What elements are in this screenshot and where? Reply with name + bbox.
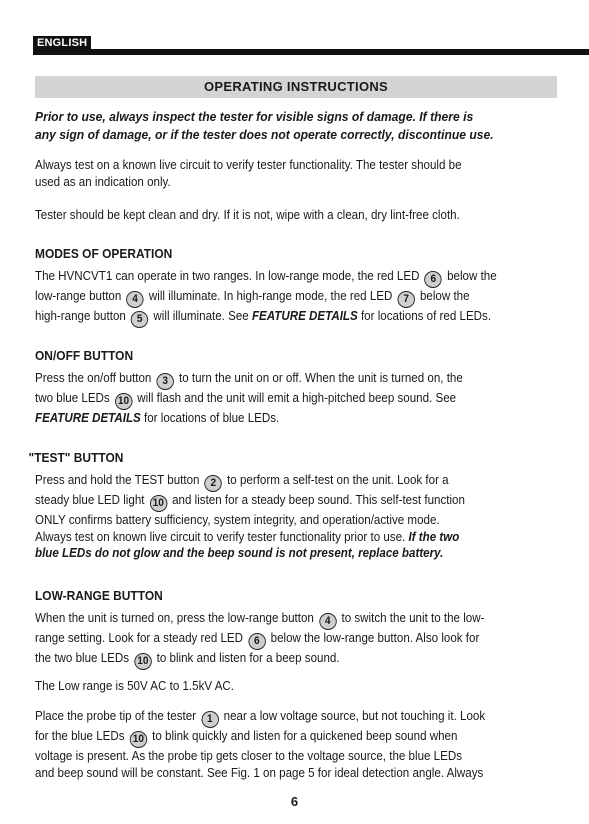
callout-number: 3 xyxy=(156,373,173,390)
text-span: for the blue LEDs xyxy=(35,729,125,743)
text-span: two blue LEDs xyxy=(35,391,110,405)
warning-text: blue LEDs do not glow and the beep sound is not present, replace battery. xyxy=(35,546,444,560)
warning-block xyxy=(35,108,494,143)
text-span: for locations of red LEDs. xyxy=(360,309,492,323)
language-tab: ENGLISH xyxy=(33,36,91,51)
text-line xyxy=(35,529,465,546)
text-line xyxy=(35,728,485,748)
text-span: will flash and the unit will emit a high-pitched beep sound. See xyxy=(137,391,457,405)
cross-reference: FEATURE DETAILS xyxy=(35,411,141,425)
text-span: below the xyxy=(419,289,470,303)
callout-number: 6 xyxy=(248,633,265,650)
text-line xyxy=(35,472,465,492)
text-line: Tester should be kept clean and dry. If it is not, wipe with a clean, dry lint-free cloth. xyxy=(35,208,460,222)
callout-number: 10 xyxy=(134,653,151,670)
callout-number: 10 xyxy=(130,731,147,748)
text-line xyxy=(35,268,497,288)
text-line xyxy=(35,610,484,630)
callout-number: 1 xyxy=(201,711,218,728)
text-span: Press and hold the TEST button xyxy=(35,473,200,487)
callout-number: 2 xyxy=(205,475,222,492)
text-span: The HVNCVT1 can operate in two ranges. In low-range mode, the red LED xyxy=(35,269,420,283)
callout-number: 4 xyxy=(319,613,336,630)
callout-number: 6 xyxy=(425,271,442,288)
text-line: The Low range is 50V AC to 1.5kV AC. xyxy=(35,679,235,693)
text-line xyxy=(35,288,497,308)
text-line xyxy=(35,630,484,650)
onoff-heading: ON/OFF BUTTON xyxy=(35,348,134,363)
text-span: low-range button xyxy=(35,289,122,303)
text-span: range setting. Look for a steady red LED xyxy=(35,631,244,645)
warning-line: any sign of damage, or if the tester does not operate correctly, discontinue use. xyxy=(35,126,494,142)
warning-line: Prior to use, always inspect the tester for visible signs of damage. If there is xyxy=(35,109,474,124)
text-span: Press the on/off button xyxy=(35,371,152,385)
page-number: 6 xyxy=(290,794,299,809)
callout-number: 10 xyxy=(150,495,167,512)
text-span: for locations of blue LEDs. xyxy=(144,411,280,425)
text-span: below the low-range button. Also look for xyxy=(270,631,480,645)
cross-reference: FEATURE DETAILS xyxy=(251,309,358,323)
care-paragraph xyxy=(35,207,460,224)
text-span: Always test on known live circuit to verify tester functionality prior to use. xyxy=(35,529,406,544)
warning-text: If the two xyxy=(408,529,460,544)
text-span: steady blue LED light xyxy=(35,493,145,507)
intro-paragraph xyxy=(35,157,462,190)
text-line xyxy=(35,410,463,427)
text-span: Place the probe tip of the tester xyxy=(35,709,197,723)
text-span: the two blue LEDs xyxy=(35,651,130,665)
text-line xyxy=(35,708,485,728)
modes-paragraph xyxy=(35,268,497,328)
text-line: used as an indication only. xyxy=(35,174,171,189)
text-span: high-range button xyxy=(35,309,126,323)
callout-number: 7 xyxy=(397,291,414,308)
low-range-paragraph xyxy=(35,610,484,670)
text-line: and beep sound will be constant. See Fig. 1 on page 5 for ideal detection angle. Always xyxy=(35,765,484,780)
text-span: will illuminate. See xyxy=(153,309,249,323)
text-line xyxy=(35,492,465,512)
text-line xyxy=(35,308,497,328)
section-banner: OPERATING INSTRUCTIONS xyxy=(35,76,557,98)
text-line: Always test on a known live circuit to verify tester functionality. The tester should be xyxy=(35,158,462,172)
text-span: below the xyxy=(447,269,497,283)
text-line: ONLY confirms battery sufficiency, system integrity, and operation/active mode. xyxy=(35,513,440,527)
text-line: voltage is present. As the probe tip gets closer to the voltage source, the blue LEDs xyxy=(35,749,463,763)
low-range-spec xyxy=(35,678,234,695)
text-span: When the unit is turned on, press the low-range button xyxy=(35,611,314,625)
text-span: near a low voltage source, but not touching it. Look xyxy=(223,709,486,723)
test-heading: "TEST" BUTTON xyxy=(28,450,124,465)
low-range-heading: LOW-RANGE BUTTON xyxy=(35,588,163,603)
header-rule xyxy=(33,49,589,55)
test-paragraph xyxy=(35,472,465,562)
text-span: to blink and listen for a beep sound. xyxy=(156,651,340,665)
probe-paragraph xyxy=(35,708,485,781)
text-span: and listen for a steady beep sound. This self-test function xyxy=(172,493,465,507)
callout-number: 10 xyxy=(115,393,132,410)
callout-number: 4 xyxy=(126,291,143,308)
text-span: to switch the unit to the low- xyxy=(341,611,485,625)
text-line xyxy=(35,370,463,390)
text-line xyxy=(35,650,484,670)
text-span: will illuminate. In high-range mode, the red LED xyxy=(148,289,393,303)
text-span: to perform a self-test on the unit. Look for a xyxy=(227,473,449,487)
text-span: to blink quickly and listen for a quickened beep sound when xyxy=(152,729,458,743)
onoff-paragraph xyxy=(35,370,463,427)
callout-number: 5 xyxy=(131,311,148,328)
text-span: to turn the unit on or off. When the unit is turned on, the xyxy=(178,371,463,385)
modes-heading: MODES OF OPERATION xyxy=(35,246,173,261)
text-line xyxy=(35,390,463,410)
